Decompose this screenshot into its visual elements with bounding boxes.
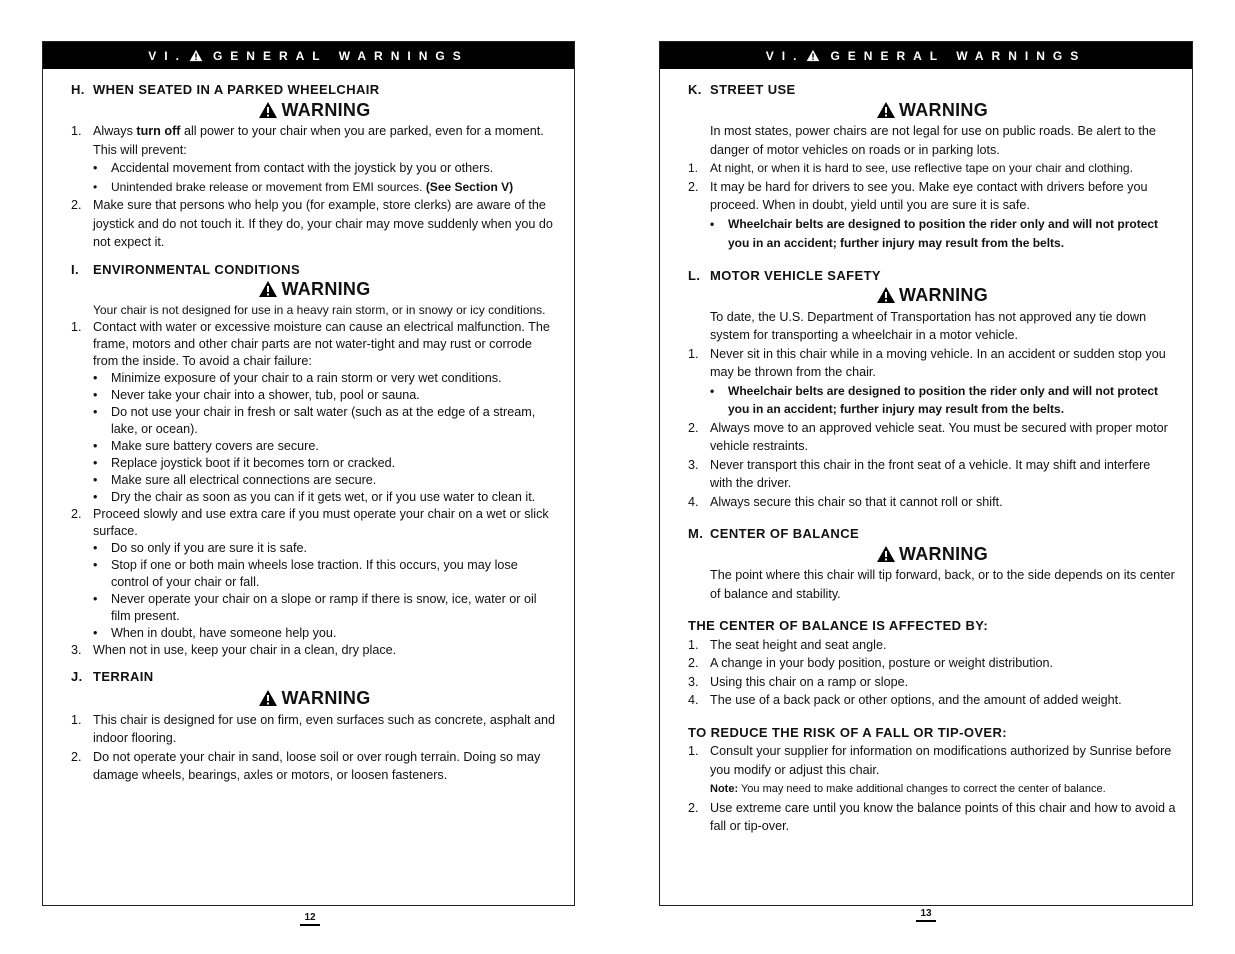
- section-m-title: M. CENTER OF BALANCE: [688, 526, 860, 541]
- bullet-item: • Replace joystick boot if it becomes torn or cracked.: [93, 455, 396, 470]
- list-item: 3. Using this chair on a ramp or slope.: [688, 674, 909, 689]
- right-content: [660, 69, 1192, 836]
- list-item: 2. It may be hard for drivers to see you. Make eye contact with drivers before you proceed. When in doubt, yield until you are sure it is safe.: [688, 179, 1148, 212]
- list-item: 2. Make sure that persons who help you (for example, store clerks) are aware of the joystick and do not touch it. If they do, your chair may move suddenly when you do not expect it.: [71, 198, 553, 249]
- warning-heading: WARNING: [688, 545, 1176, 564]
- page-number: 12: [300, 912, 320, 926]
- bullet-item: • When in doubt, have someone help you.: [93, 625, 337, 640]
- list-item: 2. Proceed slowly and use extra care if you must operate your chair on a wet or slick surface.: [71, 506, 549, 538]
- list-item: 1. Contact with water or excessive moisture can cause an electrical malfunction. The frame, motors and other chair parts are not water-tight and may rust or corrode from the inside. To avoid a chair failure:: [71, 319, 550, 368]
- reduce-title: TO REDUCE THE RISK OF A FALL OR TIP-OVER:: [688, 724, 1008, 740]
- warning-heading: WARNING: [688, 101, 1176, 120]
- header-title: GENERAL WARNINGS: [830, 48, 1087, 63]
- bullet-item: • Minimize exposure of your chair to a rain storm or very wet conditions.: [93, 370, 502, 385]
- list-item: 1. At night, or when it is hard to see, use reflective tape on your chair and clothing.: [688, 161, 1133, 175]
- bullet-item: • Never take your chair into a shower, tub, pool or sauna.: [93, 387, 420, 402]
- list-item: 2. Do not operate your chair in sand, loose soil or over rough terrain. Doing so may damage wheels, bearings, axles or motors, or loosen fasteners.: [71, 749, 541, 782]
- list-item: 1. The seat height and seat angle.: [688, 637, 887, 652]
- warning-triangle-icon: [258, 689, 278, 707]
- note: Note: You may need to make additional changes to correct the center of balance.: [710, 783, 1106, 795]
- list-item: 4. Always secure this chair so that it cannot roll or shift.: [688, 494, 1003, 509]
- bullet-item: • Dry the chair as soon as you can if it gets wet, or if you use water to clean it.: [93, 489, 536, 504]
- list-item: 4. The use of a back pack or other options, and the amount of added weight.: [688, 693, 1122, 707]
- section-k-title: K. STREET USE: [688, 82, 796, 97]
- warning-triangle-icon: [876, 286, 896, 304]
- header-title: GENERAL WARNINGS: [212, 48, 469, 63]
- warning-triangle-icon: [189, 49, 203, 62]
- right-page: [659, 41, 1193, 906]
- bullet-item: • Make sure battery covers are secure.: [93, 438, 319, 453]
- warning-heading: WARNING: [688, 286, 1176, 305]
- bullet-item: • Stop if one or both main wheels lose traction. If this occurs, you may lose control of your chair or fall.: [93, 557, 518, 589]
- warning-triangle-icon: [258, 280, 278, 298]
- list-item: 1. Consult your supplier for information on modifications authorized by Sunrise before you modify or adjust this chair. Note: You may need to make additional changes to correct the center of balance.: [688, 744, 1172, 795]
- page-number: 13: [916, 908, 936, 922]
- warning-heading: WARNING: [71, 689, 558, 708]
- section-intro: To date, the U.S. Department of Transportation has not approved any tie down system for transporting a wheelchair in a motor vehicle.: [710, 309, 1147, 342]
- bullet-item: • Do so only if you are sure it is safe.: [93, 540, 307, 555]
- list-item: 1. Never sit in this chair while in a moving vehicle. In an accident or sudden stop you may be thrown from the chair.: [688, 346, 1166, 379]
- section-intro: The point where this chair will tip forward, back, or to the side depends on its center of balance and stability.: [710, 568, 1175, 601]
- section-i-title: I. ENVIRONMENTAL CONDITIONS: [71, 261, 301, 277]
- warning-heading: WARNING: [71, 280, 558, 299]
- bullet-item: • Make sure all electrical connections are secure.: [93, 472, 377, 487]
- section-h-title: H. WHEN SEATED IN A PARKED WHEELCHAIR: [71, 82, 380, 97]
- list-item: 1. Always turn off all power to your chair when you are parked, even for a moment. This will prevent:: [71, 124, 544, 157]
- affected-title: THE CENTER OF BALANCE IS AFFECTED BY:: [688, 618, 989, 633]
- section-intro: In most states, power chairs are not legal for use on public roads. Be alert to the danger of motor vehicles on roads or in parking lots.: [710, 124, 1156, 157]
- list-item: 3. Never transport this chair in the front seat of a vehicle. It may shift and interfere with the driver.: [688, 457, 1151, 490]
- warning-triangle-icon: [258, 101, 278, 119]
- bullet-item: • Wheelchair belts are designed to position the rider only and will not protect you in an accident; further injury may result from the belts.: [710, 383, 1159, 416]
- list-item: 2. Use extreme care until you know the balance points of this chair and how to avoid a fall or tip-over.: [688, 800, 1176, 833]
- list-item: 3. When not in use, keep your chair in a clean, dry place.: [71, 642, 397, 657]
- warning-triangle-icon: [876, 545, 896, 563]
- left-content: [43, 69, 574, 785]
- warning-triangle-icon: [876, 101, 896, 119]
- list-item: 2. Always move to an approved vehicle seat. You must be secured with proper motor vehicle restraints.: [688, 420, 1168, 453]
- section-j-title: J. TERRAIN: [71, 668, 154, 684]
- page-header: [660, 42, 1192, 69]
- bullet-item: • Unintended brake release or movement from EMI sources. (See Section V): [93, 179, 514, 194]
- section-intro: Your chair is not designed for use in a heavy rain storm, or in snowy or icy conditions.: [93, 302, 546, 317]
- warning-triangle-icon: [806, 49, 820, 62]
- bullet-item: • Accidental movement from contact with the joystick by you or others.: [93, 161, 494, 175]
- header-prefix: VI.: [148, 48, 187, 63]
- warning-heading: WARNING: [71, 101, 558, 120]
- header-prefix: VI.: [765, 48, 805, 63]
- section-l-title: L. MOTOR VEHICLE SAFETY: [688, 267, 881, 283]
- left-page: [42, 41, 575, 906]
- bullet-item: • Wheelchair belts are designed to position the rider only and will not protect you in an accident; further injury may result from the belts.: [710, 216, 1159, 250]
- page-header: [43, 42, 574, 69]
- bullet-item: • Do not use your chair in fresh or salt water (such as at the edge of a stream, lake, or ocean).: [93, 404, 536, 436]
- bullet-item: • Never operate your chair on a slope or ramp if there is snow, ice, water or oil film present.: [93, 591, 537, 623]
- list-item: 1. This chair is designed for use on firm, even surfaces such as concrete, asphalt and indoor flooring.: [71, 712, 556, 745]
- list-item: 2. A change in your body position, posture or weight distribution.: [688, 656, 1054, 670]
